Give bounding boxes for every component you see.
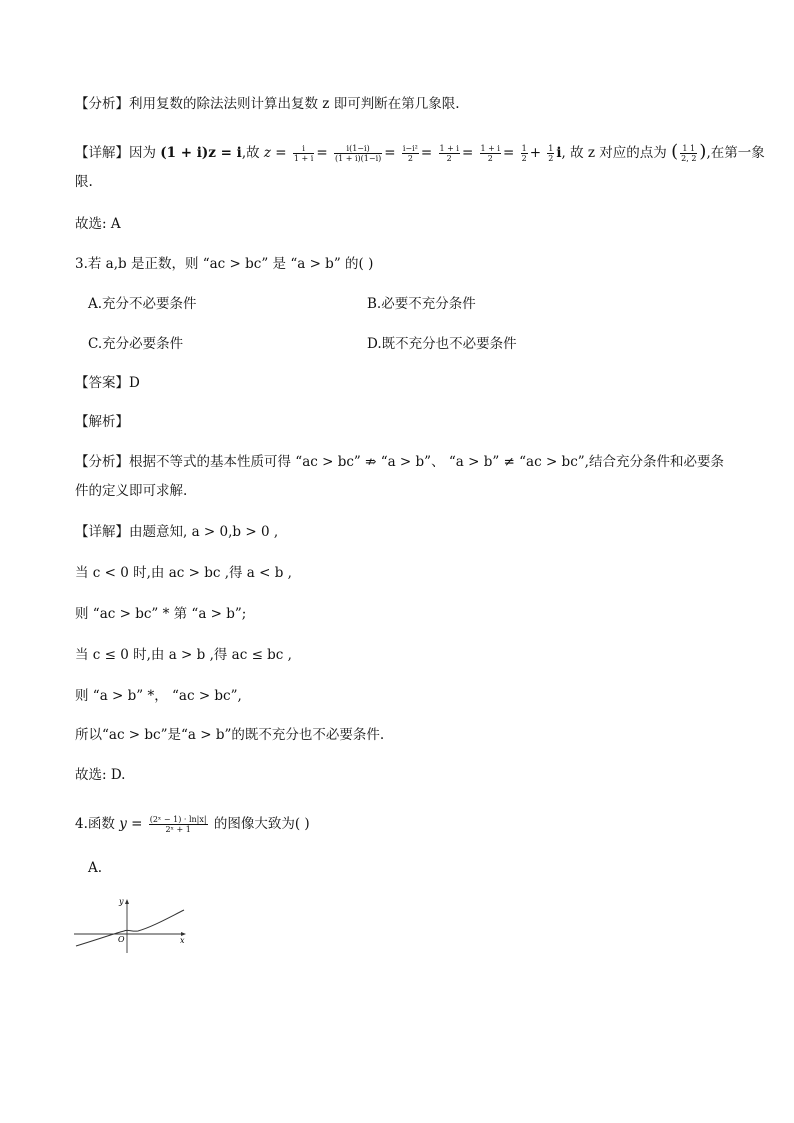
q3-detail-line3: 则 “ac > bc” * 第 “a > b”;: [75, 606, 247, 622]
q2-analysis: 【分析】利用复数的除法法则计算出复数 z 即可判断在第几象限.: [75, 96, 460, 112]
q4-option-a: A.: [88, 860, 103, 876]
q2-eq-left: (1 + i)z = i: [160, 145, 242, 161]
q3-jiexi: 【解析】: [75, 414, 129, 430]
q2-frac-2: $\frac{i(1-i)}{(1 + i)(1-i)}$: [334, 144, 382, 163]
q4-stem-prefix: 4.函数: [75, 816, 115, 832]
q3-detail-line5: 则 “a > b” *， “ac > bc”,: [75, 688, 242, 704]
q3-detail-line6: 所以“ac > bc”是“a > b”的既不充分也不必要条件.: [75, 727, 385, 743]
q4-function-fraction: $\frac{\text{(2ˣ − 1) · ln|x|}}{\text{2ˣ + 1}}$: [149, 815, 207, 834]
graph-curve: [76, 910, 184, 946]
q4-y-eq: y =: [119, 816, 143, 832]
q2-i-symbol: i: [556, 145, 562, 161]
q3-analysis-line2: 件的定义即可求解.: [75, 483, 188, 499]
q2-frac-3: $\frac{\text{i−i²}}{2}$: [402, 144, 418, 163]
q3-analysis-line1: 【分析】根据不等式的基本性质可得 “ac > bc” ⇏ “a > b”、 “a > b” ≠ “ac > bc”,结合充分条件和必要条: [75, 454, 724, 470]
q4-stem: [75, 814, 310, 834]
graph-y-arrow: [125, 899, 129, 904]
q3-option-a: A.充分不必要条件: [88, 296, 197, 312]
q3-detail-line2: 当 c < 0 时,由 ac > bc ,得 a < b ,: [75, 565, 292, 581]
q2-frac-7: $\frac{1}{2}$: [548, 144, 554, 163]
q3-detail-line4: 当 c ≤ 0 时,由 a > b ,得 ac ≤ bc ,: [75, 647, 292, 663]
q2-detail-prefix: 【详解】因为: [75, 145, 156, 161]
q2-frac-1: $\frac{i}{1 + i}$: [293, 144, 314, 163]
q3-answer: 【答案】D: [75, 375, 140, 391]
q3-stem: 3.若 a,b 是正数，则 “ac > bc” 是 “a > b” 的( ): [75, 256, 374, 272]
q3-option-c: C.充分必要条件: [88, 336, 184, 352]
q2-detail-line2: 限.: [75, 174, 93, 190]
q2-point: $\frac{1 1}{2, 2}$: [681, 144, 697, 163]
q3-choose: 故选: D.: [75, 767, 126, 783]
q2-detail: 【详解】因为 (1 + i)z = i,故 z = $\frac{i}{1 + i}$ = $\frac{i(1-i)}{(1 + i)(1-i)}$ = $\frac{\text{i−i²}}{2}$ = $\frac{1 + i}{2}$ = $\frac{1 + i}{2}$ = $\frac{1}{2}$ + $\frac{1}{2}$ i, 故 z 对应的点为 ( $\frac{1 1}{2, 2}$ ),在第一象: [75, 141, 765, 163]
q2-frac-5: $\frac{1 + i}{2}$: [480, 144, 500, 163]
q4-option-a-graph: [72, 893, 190, 955]
graph-origin-label: O: [118, 935, 125, 944]
q3-detail-line1: 【详解】由题意知, a > 0,b > 0 ,: [75, 524, 279, 540]
q2-frac-6: $\frac{1}{2}$: [521, 144, 527, 163]
q2-frac-4: $\frac{1 + i}{2}$: [439, 144, 459, 163]
graph-x-label: x: [180, 936, 185, 945]
q2-detail-mid: ,故: [241, 145, 260, 161]
q2-detail-end: ,在第一象: [706, 145, 765, 161]
q2-detail-after: , 故 z 对应的点为: [561, 145, 667, 161]
q3-option-d: D.既不充分也不必要条件: [367, 336, 517, 352]
q2-choose: 故选: A: [75, 216, 121, 232]
graph-y-label: y: [119, 897, 124, 906]
q3-option-b: B.必要不充分条件: [367, 296, 476, 312]
q2-z-eq: z =: [263, 145, 287, 161]
q4-stem-suffix: 的图像大致为( ): [213, 816, 310, 832]
